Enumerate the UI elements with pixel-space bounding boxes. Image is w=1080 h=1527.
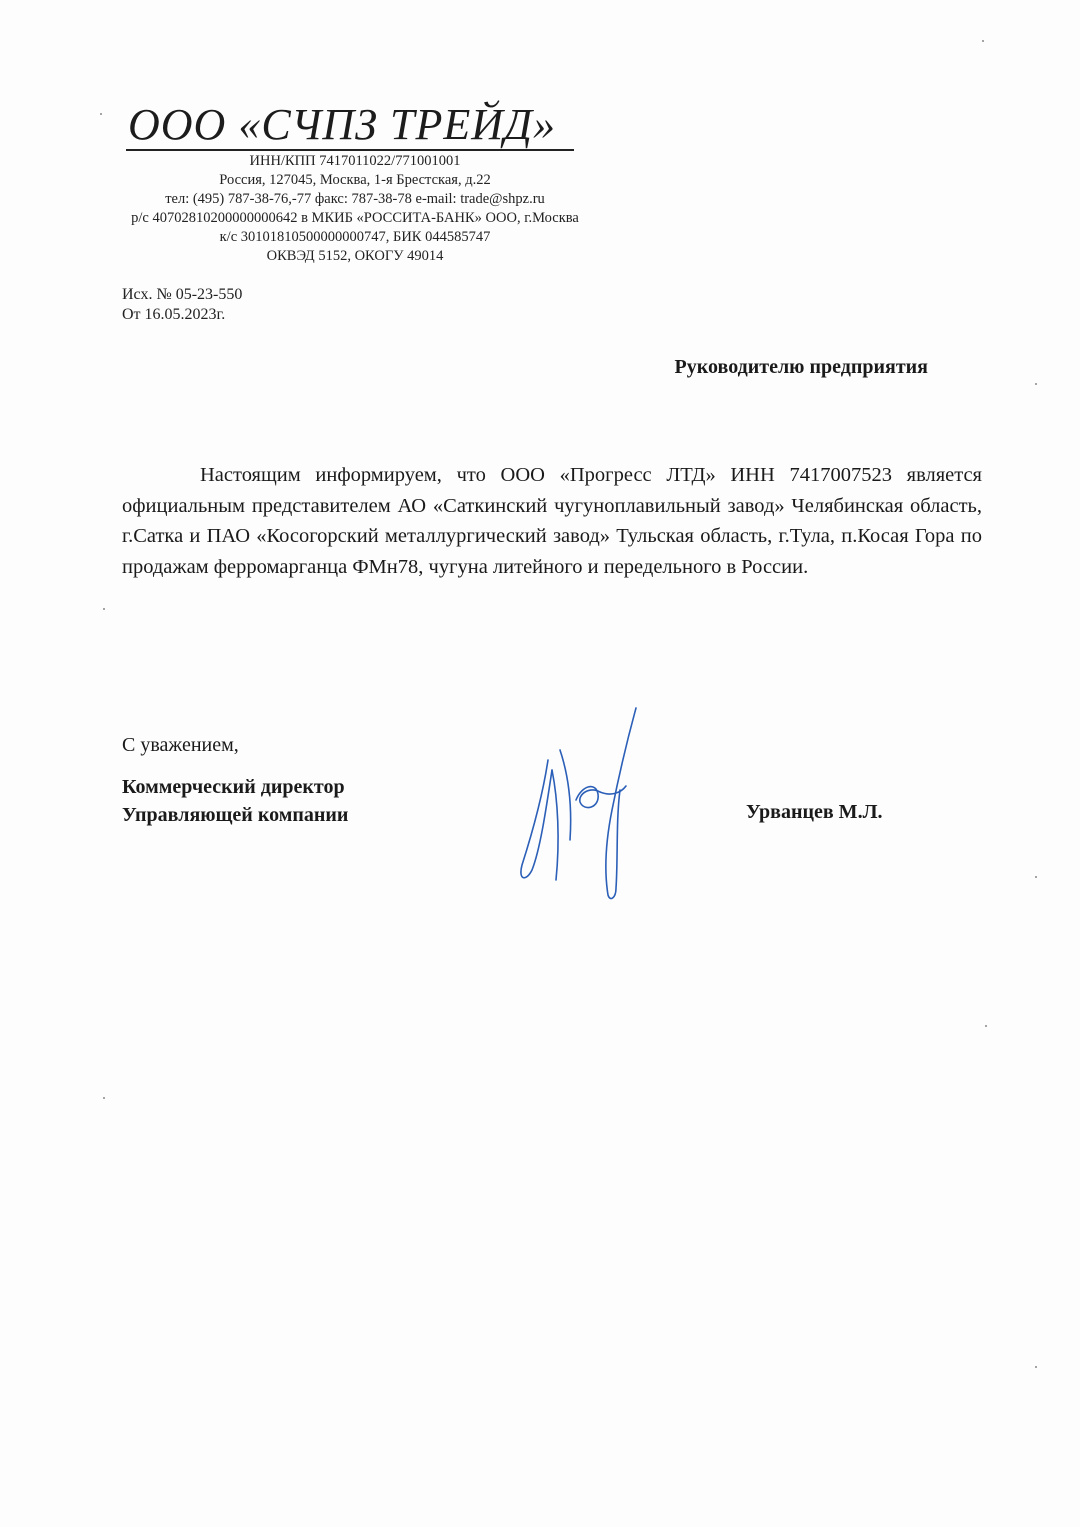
outgoing-reference: [122, 285, 242, 325]
scan-speck: [1035, 876, 1037, 878]
scan-speck: [1035, 383, 1037, 385]
requisites-line: ИНН/КПП 7417011022/771001001: [249, 153, 461, 169]
letter-body: Настоящим информируем, что ООО «Прогресс ЛТД» ИНН 7417007523 является официальным представителем АО «Саткинский чугуноплавильный завод» Челябинская область, г.Сатка и ПАО «Косогорский металлургический завод» Тульская область, г.Тула, п.Косая Гора по продажам ферромарганца ФМн78, чугуна литейного и передельного в России.: [122, 464, 982, 578]
requisites-line: р/с 40702810200000000642 в МКИБ «РОССИТА-БАНК» ООО, г.Москва: [131, 210, 579, 226]
scan-speck: [100, 113, 102, 115]
requisites-line: тел: (495) 787-38-76,-77 факс: 787-38-78 e-mail: trade@shpz.ru: [165, 191, 545, 207]
signer-title: [122, 773, 348, 829]
requisites-line: ОКВЭД 5152, ОКОГУ 49014: [266, 248, 444, 264]
scan-speck: [982, 40, 984, 42]
scan-speck: [985, 1025, 987, 1027]
signer-title-line: Коммерческий директор: [122, 776, 345, 798]
addressee: Руководителю предприятия: [674, 356, 928, 378]
signer-title-line: Управляющей компании: [122, 804, 349, 826]
handwritten-signature: [500, 690, 660, 910]
scan-speck: [103, 1097, 105, 1099]
company-name: ООО «СЧПЗ ТРЕЙД»: [128, 100, 556, 149]
scan-speck: [1035, 1366, 1037, 1368]
outgoing-number: Исх. № 05-23-550: [122, 286, 243, 303]
scan-speck: [103, 608, 105, 610]
closing-regards: С уважением,: [122, 734, 239, 756]
requisites-line: к/с 30101810500000000747, БИК 044585747: [219, 229, 491, 245]
signer-name: Урванцев М.Л.: [746, 801, 883, 823]
requisites-line: Россия, 127045, Москва, 1-я Брестская, д.22: [219, 172, 491, 188]
company-requisites: [90, 152, 620, 266]
outgoing-date: От 16.05.2023г.: [122, 306, 226, 323]
letterhead-rule: [126, 149, 574, 151]
